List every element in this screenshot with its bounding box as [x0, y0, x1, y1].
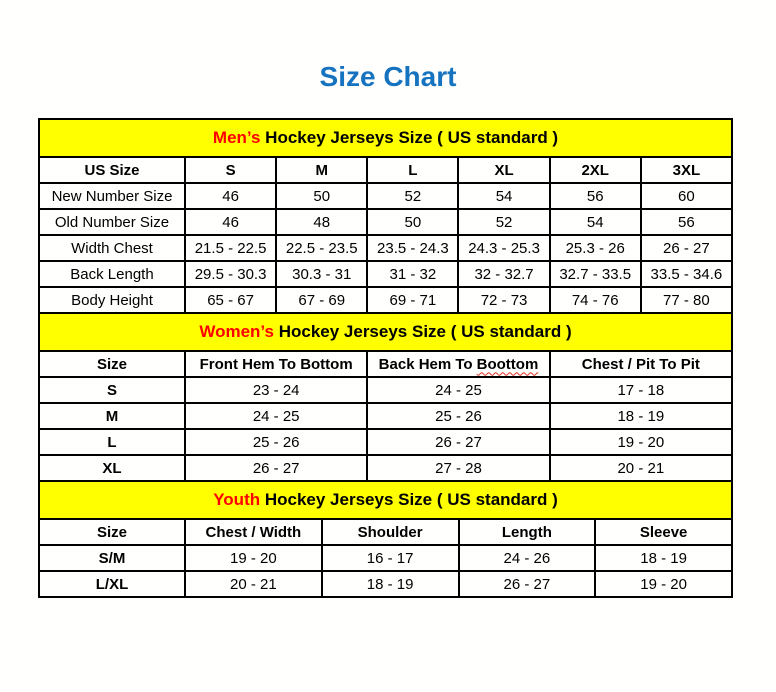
- youth-header-row: [39, 519, 732, 545]
- mens-size-table: [38, 118, 733, 314]
- womens-table-title-row: [39, 313, 732, 351]
- size-cell: 74 - 76: [550, 287, 641, 313]
- size-cell: 32 - 32.7: [458, 261, 549, 287]
- womens-header-row: [39, 351, 732, 377]
- size-cell: 22.5 - 23.5: [276, 235, 367, 261]
- row-label-cell: L: [39, 429, 185, 455]
- mens-table-title-row: [39, 119, 732, 157]
- mens-table-title: [39, 119, 732, 157]
- youth-title-highlight: Youth: [213, 490, 261, 509]
- size-cell: 21.5 - 22.5: [185, 235, 276, 261]
- youth-title-rest: Hockey Jerseys Size ( US standard ): [260, 490, 558, 509]
- size-cell: 17 - 18: [550, 377, 732, 403]
- column-header-cell: 3XL: [641, 157, 732, 183]
- size-cell: 27 - 28: [367, 455, 549, 481]
- table-row: [39, 403, 732, 429]
- column-header-cell: Chest / Width: [185, 519, 322, 545]
- size-cell: 60: [641, 183, 732, 209]
- mens-title-highlight: Men’s: [212, 128, 261, 147]
- womens-title-rest: Hockey Jerseys Size ( US standard ): [273, 322, 572, 341]
- column-header-cell: Shoulder: [322, 519, 459, 545]
- youth-size-table: [38, 480, 733, 598]
- table-row: [39, 571, 732, 597]
- table-row: [39, 377, 732, 403]
- womens-table-title: [39, 313, 732, 351]
- size-cell: 54: [458, 183, 549, 209]
- table-row: [39, 235, 732, 261]
- column-header-cell: [367, 351, 549, 377]
- size-cell: 24 - 25: [185, 403, 367, 429]
- size-cell: 30.3 - 31: [276, 261, 367, 287]
- size-cell: 72 - 73: [458, 287, 549, 313]
- size-cell: 48: [276, 209, 367, 235]
- size-cell: 18 - 19: [550, 403, 732, 429]
- size-cell: 69 - 71: [367, 287, 458, 313]
- page-title: Size Chart: [319, 61, 457, 92]
- size-cell: 67 - 69: [276, 287, 367, 313]
- row-label-cell: S: [39, 377, 185, 403]
- size-cell: 25 - 26: [367, 403, 549, 429]
- row-label-cell: Old Number Size: [39, 209, 185, 235]
- size-cell: 50: [276, 183, 367, 209]
- column-header-cell: S: [185, 157, 276, 183]
- size-cell: 25 - 26: [185, 429, 367, 455]
- size-cell: 56: [641, 209, 732, 235]
- womens-title-highlight: Women’s: [199, 322, 274, 341]
- size-cell: 26 - 27: [367, 429, 549, 455]
- size-cell: 19 - 20: [595, 571, 732, 597]
- column-header-cell: L: [367, 157, 458, 183]
- size-cell: 26 - 27: [185, 455, 367, 481]
- size-cell: 23 - 24: [185, 377, 367, 403]
- youth-table-title: [39, 481, 732, 519]
- table-row: [39, 183, 732, 209]
- size-cell: 32.7 - 33.5: [550, 261, 641, 287]
- back-hem-typo-word: Boottom: [476, 355, 539, 373]
- size-cell: 24.3 - 25.3: [458, 235, 549, 261]
- size-cell: 18 - 19: [322, 571, 459, 597]
- size-cell: 18 - 19: [595, 545, 732, 571]
- row-label-cell: Body Height: [39, 287, 185, 313]
- size-cell: 24 - 25: [367, 377, 549, 403]
- column-header-cell: 2XL: [550, 157, 641, 183]
- size-cell: 50: [367, 209, 458, 235]
- size-cell: 46: [185, 183, 276, 209]
- row-label-cell: XL: [39, 455, 185, 481]
- size-cell: 26 - 27: [641, 235, 732, 261]
- size-cell: 33.5 - 34.6: [641, 261, 732, 287]
- column-header-cell: Front Hem To Bottom: [185, 351, 367, 377]
- size-cell: 46: [185, 209, 276, 235]
- table-row: [39, 545, 732, 571]
- mens-title-rest: Hockey Jerseys Size ( US standard ): [260, 128, 559, 147]
- row-label-cell: L/XL: [39, 571, 185, 597]
- size-cell: 20 - 21: [550, 455, 732, 481]
- size-cell: 52: [367, 183, 458, 209]
- column-header-cell: US Size: [39, 157, 185, 183]
- size-cell: 65 - 67: [185, 287, 276, 313]
- column-header-cell: XL: [458, 157, 549, 183]
- size-cell: 20 - 21: [185, 571, 322, 597]
- table-row: [39, 429, 732, 455]
- row-label-cell: New Number Size: [39, 183, 185, 209]
- column-header-cell: Chest / Pit To Pit: [550, 351, 732, 377]
- youth-table-title-row: [39, 481, 732, 519]
- size-cell: 25.3 - 26: [550, 235, 641, 261]
- mens-header-row: [39, 157, 732, 183]
- back-hem-label: Back Hem To: [378, 355, 473, 373]
- table-row: [39, 209, 732, 235]
- column-header-cell: Size: [39, 351, 185, 377]
- size-cell: 31 - 32: [367, 261, 458, 287]
- womens-size-table: [38, 312, 733, 482]
- row-label-cell: S/M: [39, 545, 185, 571]
- column-header-cell: M: [276, 157, 367, 183]
- size-cell: 23.5 - 24.3: [367, 235, 458, 261]
- size-cell: 56: [550, 183, 641, 209]
- size-cell: 54: [550, 209, 641, 235]
- column-header-cell: Length: [459, 519, 596, 545]
- table-row: [39, 287, 732, 313]
- size-cell: 77 - 80: [641, 287, 732, 313]
- size-cell: 16 - 17: [322, 545, 459, 571]
- table-row: [39, 455, 732, 481]
- row-label-cell: Back Length: [39, 261, 185, 287]
- column-header-cell: Size: [39, 519, 185, 545]
- table-row: [39, 261, 732, 287]
- size-cell: 29.5 - 30.3: [185, 261, 276, 287]
- column-header-cell: Sleeve: [595, 519, 732, 545]
- size-cell: 24 - 26: [459, 545, 596, 571]
- row-label-cell: Width Chest: [39, 235, 185, 261]
- size-cell: 19 - 20: [185, 545, 322, 571]
- row-label-cell: M: [39, 403, 185, 429]
- size-cell: 52: [458, 209, 549, 235]
- size-cell: 26 - 27: [459, 571, 596, 597]
- size-chart-tables: [38, 118, 733, 598]
- size-cell: 19 - 20: [550, 429, 732, 455]
